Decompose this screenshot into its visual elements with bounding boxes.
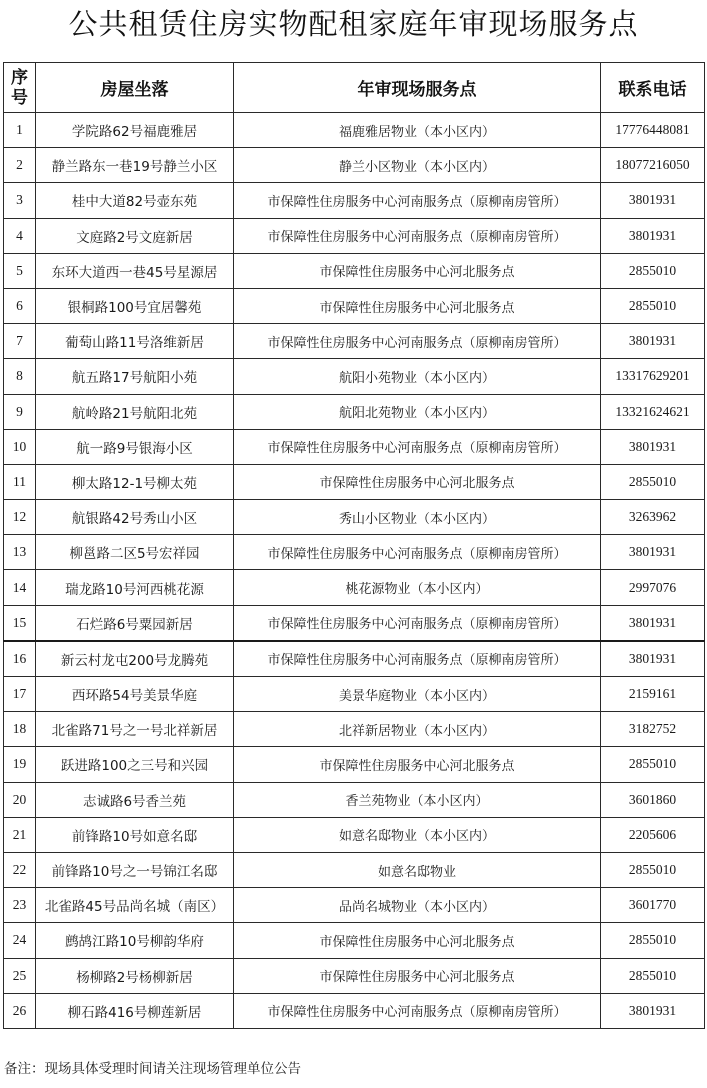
- cell-serial-number: 3: [4, 183, 36, 218]
- cell-service-point: 市保障性住房服务中心河南服务点（原柳南房管所）: [234, 218, 601, 253]
- table-row: [4, 852, 705, 887]
- cell-address: 鹧鸪江路10号柳韵华府: [36, 923, 234, 958]
- cell-service-point: 市保障性住房服务中心河南服务点（原柳南房管所）: [234, 641, 601, 677]
- cell-phone: 2159161: [601, 677, 705, 712]
- cell-phone: 17776448081: [601, 113, 705, 148]
- cell-service-point: 市保障性住房服务中心河北服务点: [234, 288, 601, 323]
- cell-phone: 2855010: [601, 958, 705, 993]
- cell-serial-number: 23: [4, 888, 36, 923]
- cell-address: 银桐路100号宜居馨苑: [36, 288, 234, 323]
- cell-address: 航银路42号秀山小区: [36, 500, 234, 535]
- table-row: [4, 993, 705, 1028]
- cell-serial-number: 13: [4, 535, 36, 570]
- table-body: [4, 113, 705, 1029]
- table-row: [4, 359, 705, 394]
- table-row: [4, 148, 705, 183]
- table-row: [4, 500, 705, 535]
- cell-address: 柳石路416号柳莲新居: [36, 993, 234, 1028]
- cell-service-point: 市保障性住房服务中心河南服务点（原柳南房管所）: [234, 993, 601, 1028]
- table-row: [4, 113, 705, 148]
- cell-address: 瑞龙路10号河西桃花源: [36, 570, 234, 605]
- cell-service-point: 市保障性住房服务中心河北服务点: [234, 747, 601, 782]
- table-row: [4, 677, 705, 712]
- cell-address: 石烂路6号粟园新居: [36, 605, 234, 641]
- cell-address: 志诚路6号香兰苑: [36, 782, 234, 817]
- cell-phone: 13317629201: [601, 359, 705, 394]
- cell-serial-number: 11: [4, 464, 36, 499]
- cell-address: 跃进路100之三号和兴园: [36, 747, 234, 782]
- cell-address: 静兰路东一巷19号静兰小区: [36, 148, 234, 183]
- cell-phone: 3801931: [601, 183, 705, 218]
- cell-serial-number: 8: [4, 359, 36, 394]
- table-row: [4, 394, 705, 429]
- cell-address: 航岭路21号航阳北苑: [36, 394, 234, 429]
- cell-phone: 3801931: [601, 605, 705, 641]
- cell-phone: 3801931: [601, 993, 705, 1028]
- cell-address: 杨柳路2号杨柳新居: [36, 958, 234, 993]
- cell-address: 前锋路10号之一号锦江名邸: [36, 852, 234, 887]
- header-address: 房屋坐落: [36, 63, 234, 113]
- cell-phone: 3801931: [601, 324, 705, 359]
- cell-service-point: 美景华庭物业（本小区内）: [234, 677, 601, 712]
- table-row: [4, 888, 705, 923]
- cell-service-point: 香兰苑物业（本小区内）: [234, 782, 601, 817]
- table-row: [4, 253, 705, 288]
- cell-address: 北雀路45号品尚名城（南区）: [36, 888, 234, 923]
- cell-service-point: 福鹿雅居物业（本小区内）: [234, 113, 601, 148]
- page-title: 公共租赁住房实物配租家庭年审现场服务点: [68, 7, 639, 41]
- cell-service-point: 市保障性住房服务中心河北服务点: [234, 958, 601, 993]
- cell-service-point: 北祥新居物业（本小区内）: [234, 712, 601, 747]
- cell-serial-number: 12: [4, 500, 36, 535]
- cell-address: 葡萄山路11号洛维新居: [36, 324, 234, 359]
- cell-phone: 3801931: [601, 429, 705, 464]
- cell-service-point: 市保障性住房服务中心河南服务点（原柳南房管所）: [234, 605, 601, 641]
- cell-serial-number: 1: [4, 113, 36, 148]
- cell-phone: 3801931: [601, 641, 705, 677]
- table-row: [4, 605, 705, 641]
- cell-serial-number: 17: [4, 677, 36, 712]
- cell-address: 前锋路10号如意名邸: [36, 817, 234, 852]
- cell-serial-number: 18: [4, 712, 36, 747]
- header-phone: 联系电话: [601, 63, 705, 113]
- table-row: [4, 747, 705, 782]
- cell-serial-number: 14: [4, 570, 36, 605]
- cell-address: 桂中大道82号壶东苑: [36, 183, 234, 218]
- footnote: 备注：现场具体受理时间请关注现场管理单位公告: [4, 1061, 301, 1077]
- cell-address: 文庭路2号文庭新居: [36, 218, 234, 253]
- cell-phone: 2855010: [601, 852, 705, 887]
- cell-phone: 3182752: [601, 712, 705, 747]
- cell-service-point: 市保障性住房服务中心河南服务点（原柳南房管所）: [234, 324, 601, 359]
- cell-service-point: 市保障性住房服务中心河北服务点: [234, 923, 601, 958]
- cell-serial-number: 22: [4, 852, 36, 887]
- cell-phone: 2855010: [601, 253, 705, 288]
- cell-phone: 2855010: [601, 288, 705, 323]
- cell-service-point: 航阳北苑物业（本小区内）: [234, 394, 601, 429]
- cell-serial-number: 9: [4, 394, 36, 429]
- cell-phone: 3801931: [601, 535, 705, 570]
- table-row: [4, 183, 705, 218]
- service-point-table: [3, 62, 705, 1029]
- cell-service-point: 品尚名城物业（本小区内）: [234, 888, 601, 923]
- cell-address: 新云村龙屯200号龙腾苑: [36, 641, 234, 677]
- cell-serial-number: 16: [4, 641, 36, 677]
- cell-phone: 3601860: [601, 782, 705, 817]
- table-row: [4, 288, 705, 323]
- cell-phone: 13321624621: [601, 394, 705, 429]
- cell-address: 航一路9号银海小区: [36, 429, 234, 464]
- cell-serial-number: 25: [4, 958, 36, 993]
- cell-serial-number: 10: [4, 429, 36, 464]
- cell-phone: 2855010: [601, 747, 705, 782]
- cell-phone: 2997076: [601, 570, 705, 605]
- cell-serial-number: 5: [4, 253, 36, 288]
- cell-service-point: 市保障性住房服务中心河南服务点（原柳南房管所）: [234, 429, 601, 464]
- cell-address: 柳太路12-1号柳太苑: [36, 464, 234, 499]
- cell-service-point: 市保障性住房服务中心河南服务点（原柳南房管所）: [234, 183, 601, 218]
- cell-service-point: 航阳小苑物业（本小区内）: [234, 359, 601, 394]
- cell-service-point: 静兰小区物业（本小区内）: [234, 148, 601, 183]
- cell-address: 柳邕路二区5号宏祥园: [36, 535, 234, 570]
- table-row: [4, 218, 705, 253]
- cell-serial-number: 26: [4, 993, 36, 1028]
- cell-serial-number: 19: [4, 747, 36, 782]
- cell-address: 北雀路71号之一号北祥新居: [36, 712, 234, 747]
- cell-serial-number: 20: [4, 782, 36, 817]
- cell-service-point: 市保障性住房服务中心河南服务点（原柳南房管所）: [234, 535, 601, 570]
- cell-address: 西环路54号美景华庭: [36, 677, 234, 712]
- cell-serial-number: 6: [4, 288, 36, 323]
- cell-service-point: 秀山小区物业（本小区内）: [234, 500, 601, 535]
- cell-address: 东环大道西一巷45号星源居: [36, 253, 234, 288]
- table-row: [4, 535, 705, 570]
- cell-service-point: 如意名邸物业（本小区内）: [234, 817, 601, 852]
- table-row: [4, 958, 705, 993]
- cell-serial-number: 4: [4, 218, 36, 253]
- table-row: [4, 324, 705, 359]
- header-service-point: 年审现场服务点: [234, 63, 601, 113]
- header-serial-number: 序号: [4, 63, 36, 113]
- cell-phone: 2205606: [601, 817, 705, 852]
- cell-service-point: 如意名邸物业: [234, 852, 601, 887]
- cell-phone: 3601770: [601, 888, 705, 923]
- table-row: [4, 782, 705, 817]
- table-row: [4, 464, 705, 499]
- cell-service-point: 市保障性住房服务中心河北服务点: [234, 253, 601, 288]
- table-row: [4, 570, 705, 605]
- cell-serial-number: 7: [4, 324, 36, 359]
- cell-service-point: 市保障性住房服务中心河北服务点: [234, 464, 601, 499]
- cell-phone: 2855010: [601, 464, 705, 499]
- cell-phone: 3263962: [601, 500, 705, 535]
- cell-serial-number: 15: [4, 605, 36, 641]
- cell-serial-number: 2: [4, 148, 36, 183]
- table-row: [4, 817, 705, 852]
- cell-phone: 2855010: [601, 923, 705, 958]
- table-row: [4, 429, 705, 464]
- cell-phone: 3801931: [601, 218, 705, 253]
- table-header-row: [4, 63, 705, 113]
- cell-address: 学院路62号福鹿雅居: [36, 113, 234, 148]
- table-row: [4, 641, 705, 677]
- cell-serial-number: 24: [4, 923, 36, 958]
- cell-serial-number: 21: [4, 817, 36, 852]
- table-row: [4, 712, 705, 747]
- cell-address: 航五路17号航阳小苑: [36, 359, 234, 394]
- table-row: [4, 923, 705, 958]
- cell-phone: 18077216050: [601, 148, 705, 183]
- cell-service-point: 桃花源物业（本小区内）: [234, 570, 601, 605]
